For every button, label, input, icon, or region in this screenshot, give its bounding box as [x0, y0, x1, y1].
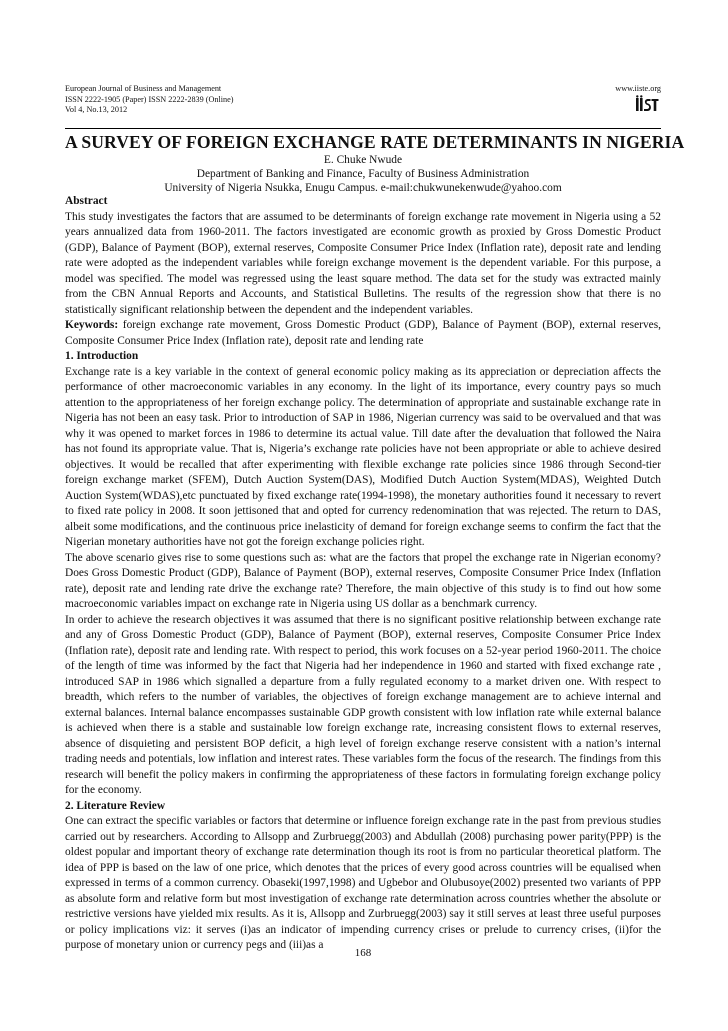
introduction-paragraph-2: The above scenario gives rise to some questions such as: what are the factors that propel the exchange rate in Nigerian economy? Does Gross Domestic Product (GDP), Balance of Payment (BOP), external reserves, Composite Consumer Price Index (Inflation rate), deposit rate and lending rate drive the exchange rate? Therefore, the main objective of this study is to find out how some macroeconomic variables impact on exchange rate in Nigeria using US dollar as a benchmark currency. — [65, 551, 661, 610]
abstract-heading: Abstract — [65, 195, 108, 207]
keywords — [65, 318, 661, 349]
introduction-paragraph-1: Exchange rate is a key variable in the context of general economic policy making as its appreciation or depreciation affects the performance of other macroeconomic variables in any economy. In the light of its importance, every country pays so much attention to the appropriateness of her foreign exchange policy. The determination of appropriate and sustainable exchange rate in Nigeria has not been an easy task. Prior to introduction of SAP in 1986, Nigerian currency was said to be overvalued and that was why it was opened to market forces in 1986 to determine its actual value. Till date after the devaluation that followed the Naira has not found its appropriate value. That is, Nigeria’s exchange rate policies have not been appropriate or able to achieve desired objectives. It would be recalled that after experimenting with flexible exchange rate policies since 1986 through Second-tier foreign exchange market (SFEM), Dutch Auction System(DAS), Modified Dutch Auction System(MDAS), Weighted Dutch Auction System(WDAS),etc punctuated by fixed exchange rate(1994-1998), the monetary authorities found it necessary to revert to fixed rate policy in 2008. It soon jettisoned that and opted for currency redenomination that was rejected. The return to DAS, albeit some modifications, and the continuous price inelasticity of demand for foreign exchange seems to confirm the fact that the Nigerian monetary authorities have not got the foreign exchange policies right. — [65, 365, 661, 548]
keywords-text: foreign exchange rate movement, Gross Domestic Product (GDP), Balance of Payment (BOP), external reserves, Composite Consumer Price Index (Inflation rate), deposit rate and lending rate — [65, 319, 661, 347]
abstract-text: This study investigates the factors that are assumed to be determinants of foreign exchange rate movement in Nigeria using a 52 years annualized data from 1960-2011. The factors investigated are economic growth as proxied by Gross Domestic Product (GDP), Balance of Payment (BOP), external reserves, Composite Consumer Price Index (Inflation rate), deposit rate and lending rate were adopted as the independent variables while foreign exchange movement is the dependent variable. For this purpose, a model was specified. The model was regressed using the least square method. The data set for the study was extracted mainly from the CBN Annual Reports and Accounts, and Statistical Bulletins. The results of the regression show that there is no statistically significant relationship between the dependent and the independent variables. — [65, 210, 661, 316]
running-header — [65, 84, 661, 116]
journal-url[interactable]: www.iiste.org — [615, 84, 661, 93]
keywords-label: Keywords: — [65, 319, 119, 331]
paper-title: A SURVEY OF FOREIGN EXCHANGE RATE DETERMINANTS IN NIGERIA — [65, 132, 685, 152]
journal-name: European Journal of Business and Management — [65, 84, 222, 93]
issn-line: ISSN 2222-1905 (Paper) ISSN 2222-2839 (Online) — [65, 94, 234, 104]
volume-line: Vol 4, No.13, 2012 — [65, 105, 128, 114]
literature-review-heading: 2. Literature Review — [65, 799, 166, 812]
page-number: 168 — [354, 947, 372, 959]
author-name: E. Chuke Nwude — [323, 154, 403, 166]
iiste-logo-icon — [635, 95, 659, 112]
introduction-paragraph-3: In order to achieve the research objectives it was assumed that there is no significant positive relationship between exchange rate and any of Gross Domestic Product (GDP), Balance of Payment (BOP), external reserves, Composite Consumer Price Index (Inflation rate), deposit rate and lending rate. With respect to period, this work focuses on a 52-year period 1960-2011. The choice of the length of time was informed by the fact that Nigeria had her independence in 1960 and started with fixed exchange rate , introduced SAP in 1986 which signalled a departure from a fully regulated economy to a market driven one. With respect to breadth, which refers to the number of variables, the objectives of foreign exchange management are to achieve internal and external balances. Internal balance encompasses sustainable GDP growth consistent with low inflation rate while external balance is achieved when there is a stable and sustainable low foreign exchange rate, increasing consistent flows to external reserves, absence of disquieting and persistent BOP deficit, a high level of foreign exchange reserve consistent with a nation’s internal trading needs and potentials, low inflation and interest rates. These variables form the focus of the research. The findings from this research will benefit the policy makers in confirming the appropriateness of these factors in formulating foreign exchange policy for the economy. — [65, 613, 661, 796]
paper-body — [65, 194, 661, 954]
affiliation-university: University of Nigeria Nsukka, Enugu Campus. e-mail:chukwunekenwude@yahoo.com — [164, 182, 562, 194]
introduction-heading: 1. Introduction — [65, 350, 139, 362]
literature-review-paragraph-1: One can extract the specific variables or factors that determine or influence foreign exchange rate in the past from previous studies carried out by researchers. According to Allsopp and Zurbruegg(2003) and Abdullah (2008) purchasing power parity(PPP) is the oldest popular and important theory of exchange rate determination though its root is from no particular theoretical platform. The idea of PPP is based on the law of one price, which denotes that the prices of every good across countries will be equalised when expressed in terms of a common currency. Obaseki(1997,1998) and Ugbebor and Olubusoye(2002) presented two variants of PPP as absolute form and relative form but most investigation of exchange rate determination across countries whether the absolute or restrictive versions have yielded mix results. As it is, Allsopp and Zurbruegg(2003) say it still serves at least three useful purposes or policy implications viz: it serves (i)as an indicator of impending currency crises or prelude to currency crises, (ii)for the purpose of monetary union or currency pegs and (iii)as a — [65, 815, 661, 951]
affiliation-department: Department of Banking and Finance, Faculty of Business Administration — [196, 168, 530, 180]
header-rule — [65, 128, 661, 129]
